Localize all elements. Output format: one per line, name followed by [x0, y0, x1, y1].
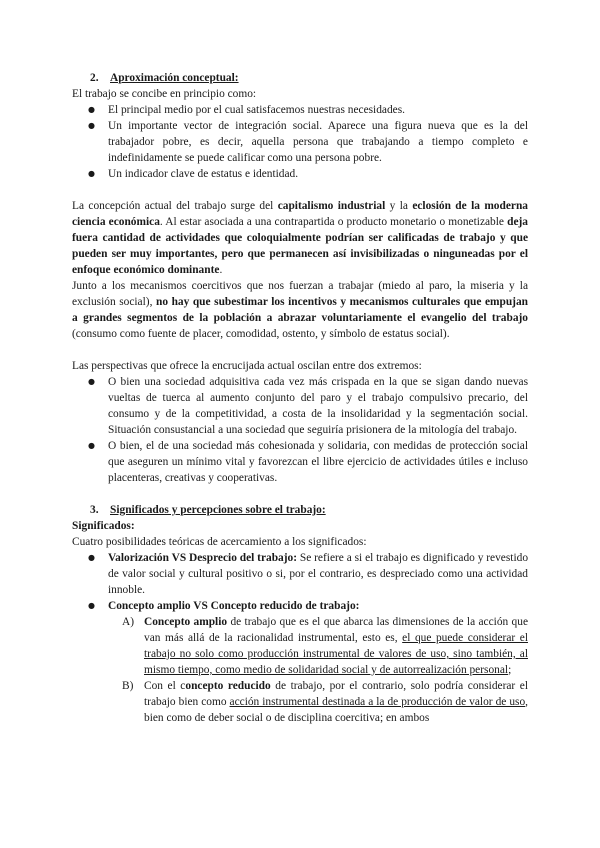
underlined-run: el que puede considerar el trabajo no solo como producción instrumental de valores de uso, sino también, al mismo tiempo, como medio de solidaridad social y de autorrealización personal	[144, 632, 528, 676]
document-page	[72, 70, 528, 726]
list-item: ● Un importante vector de integración social. Aparece una figura nueva que es la del trabajador pobre, es decir, aquella persona que trabajando a tiempo completo e indefinidamente se puede calificar como una persona pobre.	[72, 118, 528, 166]
list-item: ● El principal medio por el cual satisfacemos nuestras necesidades.	[72, 102, 528, 118]
list-item: ● O bien, el de una sociedad más cohesionada y solidaria, con medidas de protección social que aseguren un mínimo vital y favorezcan el libre ejercicio de actividades útiles e incluso placenteras, creativas y cooperativas.	[72, 438, 528, 486]
concept-list	[72, 102, 528, 182]
paragraph-concepcion	[72, 198, 528, 278]
text-run: Junto a los mecanismos coercitivos que nos fuerzan a trabajar (miedo al paro, la miseria y la exclusión social),	[72, 280, 528, 308]
text-run: La concepción actual del trabajo surge del	[72, 200, 278, 212]
underlined-run: acción instrumental destinada a la de producción de valor de uso	[229, 696, 526, 708]
list-item	[72, 550, 528, 598]
significados-list	[72, 550, 528, 614]
bold-run: deja fuera cantidad de actividades que coloquialmente podrían ser calificadas de trabajo y que pueden ser muy importantes, pero que permanecen así invisibilizadas o ninguneadas por el enfoque económico dominante	[72, 216, 528, 276]
bold-run: capitalismo industrial	[277, 200, 386, 212]
subtitle-significados	[72, 518, 528, 534]
text-run: y la	[385, 200, 413, 212]
section-number: 2.	[90, 72, 99, 84]
list-item: ● Un indicador clave de estatus e identidad.	[72, 166, 528, 182]
section-title: Significados y percepciones sobre el trabajo:	[110, 504, 326, 516]
text-run: Con el c	[144, 680, 186, 692]
section-number: 3.	[90, 504, 99, 516]
text-run: . Al estar asociada a una contrapartida o producto monetario o monetizable	[159, 216, 508, 228]
bold-run: Concepto amplio	[144, 616, 228, 628]
extremes-list	[72, 374, 528, 486]
subtitle-text: Significados:	[72, 520, 135, 532]
text-run: Se refiere a si el trabajo es dignificado y revestido de valor social y cultural positivo o si, por el contrario, es despreciado como una actividad innoble.	[108, 552, 529, 596]
text-run: (consumo como fuente de placer, comodidad, ostento, y símbolo de estatus social).	[72, 328, 450, 340]
section-3-heading	[90, 502, 528, 518]
paragraph-mecanismos	[72, 278, 528, 342]
concept-sublist	[72, 614, 528, 726]
sublist-item	[72, 678, 528, 726]
text-run: de trabajo que es el que abarca las dimensiones de la acción que van más allá de la racionalidad instrumental, esto es,	[144, 616, 528, 644]
bold-run: Concepto amplio VS Concepto reducido de trabajo:	[108, 600, 360, 612]
bold-run: Valorización VS Desprecio del trabajo:	[108, 552, 298, 564]
bold-run: oncepto reducido	[185, 680, 271, 692]
paragraph-perspectivas: Las perspectivas que ofrece la encrucijada actual oscilan entre dos extremos:	[72, 360, 422, 372]
text-run: , bien como de deber social o de disciplina coercitiva; en ambos	[144, 696, 528, 724]
text-run: de trabajo, por el contrario, solo podría considerar el trabajo bien como	[144, 680, 528, 708]
section-title: Aproximación conceptual:	[110, 72, 239, 84]
sublist-item	[72, 614, 528, 678]
section-2-intro: El trabajo se concibe en principio como:	[72, 88, 257, 100]
list-item	[72, 598, 528, 614]
text-run: ;	[508, 664, 512, 676]
bold-run: eclosión de la moderna ciencia económica	[72, 200, 528, 228]
list-marker: A)	[122, 616, 135, 628]
section-3-intro: Cuatro posibilidades teóricas de acercamiento a los significados:	[72, 536, 367, 548]
list-marker: B)	[122, 680, 134, 692]
bold-run: no hay que subestimar los incentivos y mecanismos culturales que empujan a grandes segmentos de la población a abrazar voluntariamente el evangelio del trabajo	[72, 296, 529, 324]
text-run: .	[219, 264, 223, 276]
section-2-heading	[90, 70, 528, 86]
list-item: ● O bien una sociedad adquisitiva cada vez más crispada en la que se sigan dando nuevas vueltas de tuerca al aumento conjunto del paro y el trabajo compulsivo precario, del consumo y de la competitividad, a costa de la insolidaridad y la segmentación social. Situación consustancial a una sociedad que seguiría prisionera de la mitología del trabajo.	[72, 374, 528, 438]
